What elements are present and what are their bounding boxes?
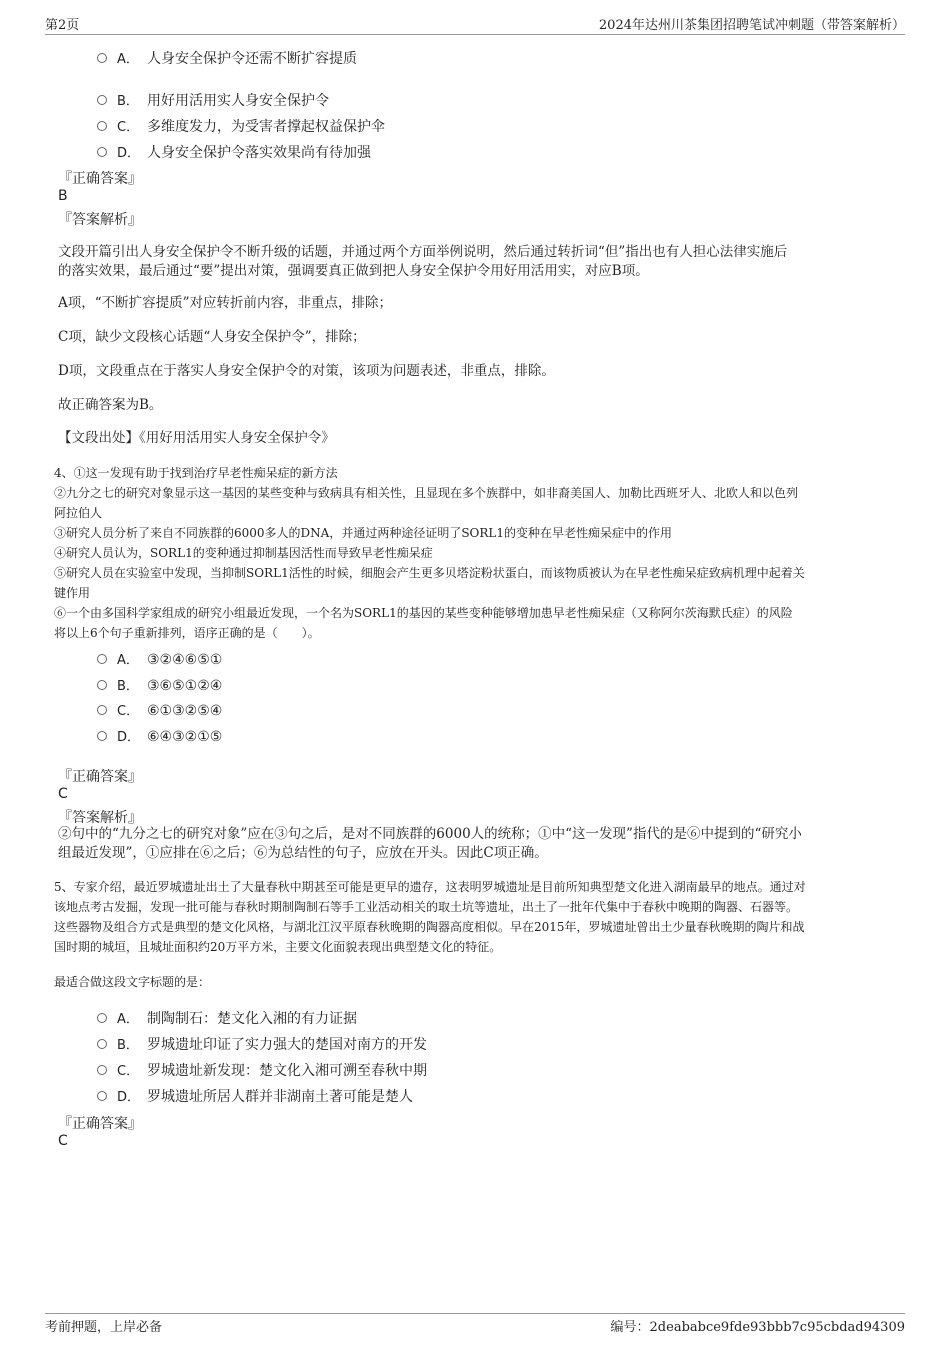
q4-option-c[interactable]: C． ⑥①③②⑤④ xyxy=(97,700,222,719)
q4-answer: C xyxy=(58,786,68,802)
q5-option-a[interactable]: A． 制陶制石：楚文化入湘的有力证据 xyxy=(97,1008,357,1028)
q5-answer-label: 『正确答案』 xyxy=(58,1116,142,1132)
radio-icon[interactable] xyxy=(97,1091,107,1101)
q3-analysis-d: D项，文段重点在于落实人身安全保护令的对策，该项为问题表述，非重点，排除。 xyxy=(58,363,555,379)
q3-option-a[interactable]: A． 人身安全保护令还需不断扩容提质 xyxy=(97,48,357,68)
q3-option-c[interactable]: C． 多维度发力，为受害者撑起权益保护伞 xyxy=(97,116,385,136)
q3-analysis-paragraph: 文段开篇引出人身安全保护令不断升级的话题，并通过两个方面举例说明，然后通过转折词“但”指出也有人担心法律实施后 的落实效果，最后通过“要”提出对策，强调要真正做到把人身安全保护令用好用活用实，对应B项。 xyxy=(58,244,788,279)
q4-answer-label: 『正确答案』 xyxy=(58,769,142,785)
q3-analysis-c: C项，缺少文段核心话题“人身安全保护令”，排除； xyxy=(58,329,366,345)
radio-icon[interactable] xyxy=(97,654,107,664)
q4-option-a[interactable]: A． ③②④⑥⑤① xyxy=(97,649,222,668)
document-title: 2024年达州川茶集团招聘笔试冲刺题（带答案解析） xyxy=(598,18,905,33)
radio-icon[interactable] xyxy=(97,53,107,63)
footer-slogan: 考前押题，上岸必备 xyxy=(45,1320,163,1335)
q4-option-b[interactable]: B． ③⑥⑤①②④ xyxy=(97,675,222,694)
radio-icon[interactable] xyxy=(97,95,107,105)
q5-question: 最适合做这段文字标题的是： xyxy=(54,975,211,989)
q5-answer: C xyxy=(58,1133,68,1149)
q3-option-b[interactable]: B． 用好用活用实人身安全保护令 xyxy=(97,90,329,110)
q3-analysis-a: A项，“不断扩容提质”对应转折前内容，非重点，排除； xyxy=(58,295,393,311)
q3-answer-label: 『正确答案』 xyxy=(58,171,142,187)
q3-source: 【文段出处】《用好用活用实人身安全保护令》 xyxy=(58,430,335,446)
radio-icon[interactable] xyxy=(97,731,107,741)
radio-icon[interactable] xyxy=(97,705,107,715)
q5-option-d[interactable]: D． 罗城遗址所居人群并非湖南土著可能是楚人 xyxy=(97,1086,413,1106)
radio-icon[interactable] xyxy=(97,1065,107,1075)
page-footer xyxy=(45,1313,905,1336)
q3-option-d[interactable]: D． 人身安全保护令落实效果尚有待加强 xyxy=(97,142,371,162)
radio-icon[interactable] xyxy=(97,147,107,157)
page-number: 第2页 xyxy=(45,18,80,33)
q4-stem: 4、①这一发现有助于找到治疗早老性痴呆症的新方法 ②九分之七的研究对象显示这一基因的某些变种与致病具有相关性，且显现在多个族群中，如非裔美国人、加勒比西班牙人、北欧人和以色列 阿拉伯人 ③研究人员分析了来自不同族群的6000多人的DNA，并通过两种途径证明了SORL1的变种在早老性痴呆症中的作用 ④研究人员认为，SORL1的变种通过抑制基因活性而导致早老性痴呆症 ⑤研究人员在实验室中发现，当抑制SORL1活性的时候，细胞会产生更多贝塔淀粉状蛋白，而该物质被认为在早老性痴呆症致病机理中起着关 键作用 ⑥一个由多国科学家组成的研究小组最近发现，一个名为SORL1的基因的某些变种能够增加患早老性痴呆症（又称阿尔茨海默氏症）的风险 将以上6个句子重新排列，语序正确的是（ ）。 xyxy=(54,463,899,643)
radio-icon[interactable] xyxy=(97,1039,107,1049)
q4-question: 将以上6个句子重新排列，语序正确的是（ ）。 xyxy=(54,626,320,640)
radio-icon[interactable] xyxy=(97,680,107,690)
q5-option-b[interactable]: B． 罗城遗址印证了实力强大的楚国对南方的开发 xyxy=(97,1034,427,1054)
q5-stem: 5、专家介绍，最近罗城遗址出土了大量春秋中期甚至可能是更早的遗存，这表明罗城遗址是目前所知典型楚文化进入湖南最早的地点。通过对 该地点考古发掘，发现一批可能与春秋时期制陶制石等手工业活动相关的取土坑等遗址，出土了一批年代集中于春秋中晚期的陶器、石器等。 这些器物及组合方式是典型的楚文化风格，与湖北江汉平原春秋晚期的陶器高度相似。早在2015年，罗城遗址曾出土少量春秋晚期的陶片和战 国时期的城垣，且城址面积约20万平方米，主要文化面貌表现出典型楚文化的特征。 xyxy=(54,880,806,954)
q4-option-d[interactable]: D． ⑥④③②①⑤ xyxy=(97,726,222,745)
q3-answer: B xyxy=(58,188,68,204)
radio-icon[interactable] xyxy=(97,1013,107,1023)
q5-option-c[interactable]: C． 罗城遗址新发现：楚文化入湘可溯至春秋中期 xyxy=(97,1060,427,1080)
q4-analysis-label: 『答案解析』 xyxy=(58,810,142,826)
q4-analysis-paragraph: ②句中的“九分之七的研究对象”应在③句之后，是对不同族群的6000人的统称；①中“这一发现”指代的是⑥中提到的“研究小 组最近发现”，①应排在⑥之后；⑥为总结性的句子，应放在开头。因此C项正确。 xyxy=(58,826,802,861)
q3-conclusion: 故正确答案为B。 xyxy=(58,397,163,413)
q3-analysis-label: 『答案解析』 xyxy=(58,212,142,228)
document-id: 编号：2deababce9fde93bbb7c95cbdad94309 xyxy=(610,1320,905,1335)
radio-icon[interactable] xyxy=(97,121,107,131)
page-header xyxy=(45,14,905,35)
